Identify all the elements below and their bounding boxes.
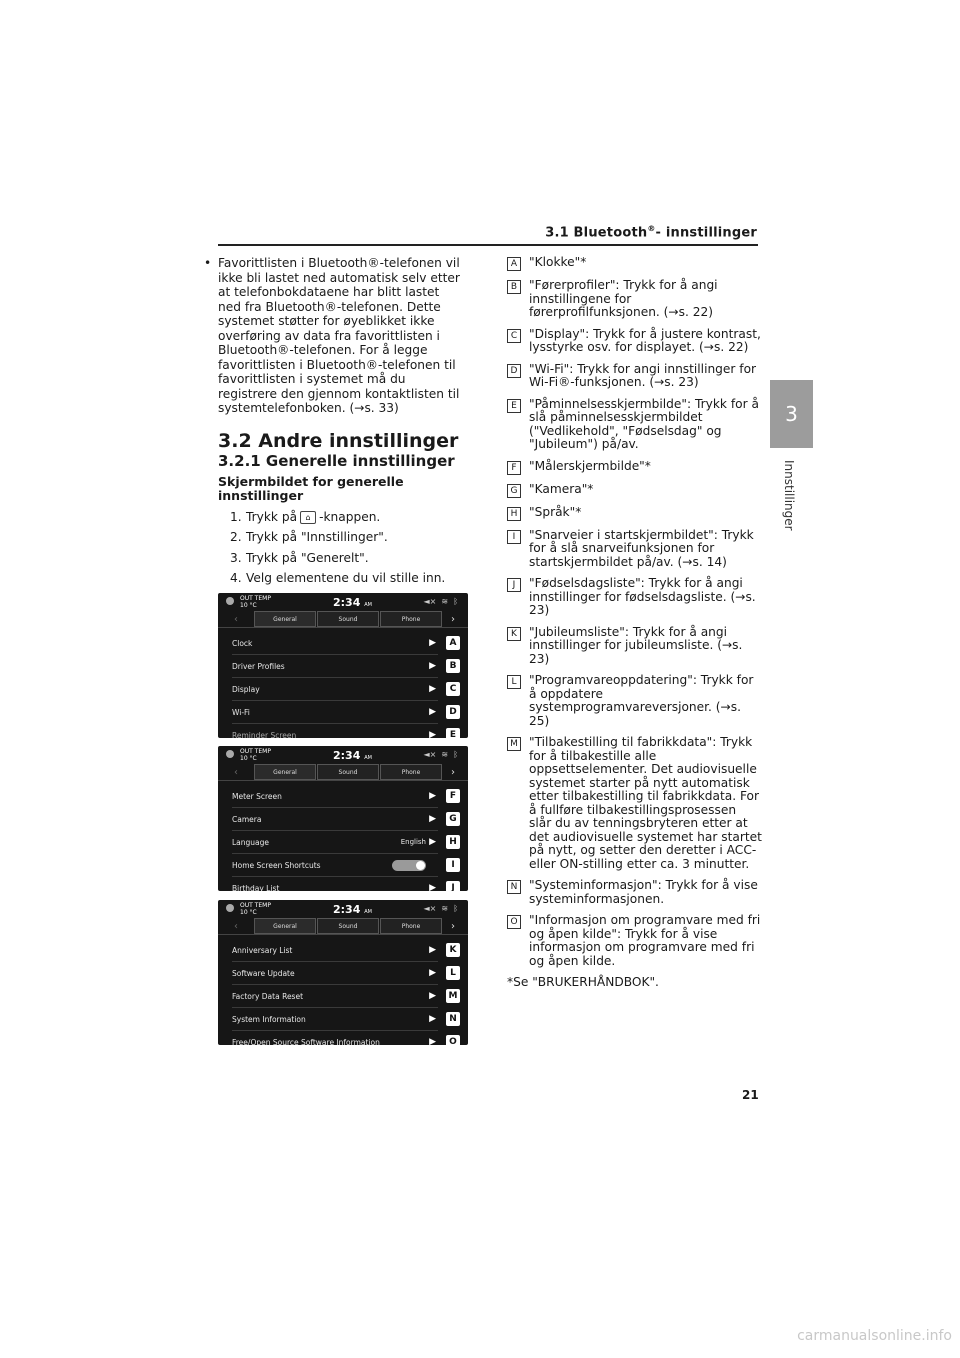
temp-value: 10 °C [240, 909, 257, 916]
settings-gear-icon [226, 597, 234, 605]
legend-key: G [507, 484, 521, 498]
callout-key: A [446, 636, 460, 650]
row-label: Anniversary List [232, 945, 293, 955]
legend-key: F [507, 461, 521, 475]
header-section: 3.1 Bluetooth [545, 225, 648, 241]
status-bar [218, 746, 468, 764]
screen-tabs [218, 764, 468, 781]
legend-key: C [507, 329, 521, 343]
toggle-switch[interactable] [392, 860, 426, 871]
callout-key: M [446, 989, 460, 1003]
chapter-tab [770, 380, 813, 448]
legend-key: B [507, 280, 521, 294]
chapter-label: Innstillinger [782, 460, 796, 531]
callout-key: G [446, 812, 460, 826]
tab-sound[interactable]: Sound [317, 764, 379, 780]
temp-label: OUT TEMP [240, 595, 271, 602]
step-text: -knappen. [319, 509, 381, 524]
bullet-dot: • [204, 256, 212, 270]
running-header [545, 224, 757, 240]
legend-item [507, 398, 762, 452]
back-arrow-icon[interactable]: ‹ [234, 920, 238, 932]
outside-temp [240, 902, 271, 916]
chevron-right-icon: ▶ [429, 1014, 436, 1024]
next-arrow-icon[interactable]: › [451, 920, 455, 932]
legend-item [507, 674, 762, 728]
legend-key: M [507, 737, 521, 751]
status-bar [218, 593, 468, 611]
clock-time: 2:34 [333, 903, 361, 916]
callout-key: K [446, 943, 460, 957]
chevron-right-icon: ▶ [429, 1037, 436, 1045]
outside-temp [240, 748, 271, 762]
outside-temp [240, 595, 271, 609]
callout-key: O [446, 1035, 460, 1045]
settings-row[interactable] [232, 831, 457, 854]
settings-row[interactable] [232, 939, 457, 962]
row-label: Reminder Screen [232, 730, 297, 738]
clock [333, 903, 372, 916]
settings-row[interactable] [232, 655, 457, 678]
settings-row[interactable] [232, 724, 457, 738]
callout-key: B [446, 659, 460, 673]
step [230, 571, 466, 586]
settings-screenshot [218, 746, 468, 891]
legend-key: H [507, 507, 521, 521]
settings-row[interactable] [232, 1008, 457, 1031]
callout-key: L [446, 966, 460, 980]
tab-sound[interactable]: Sound [317, 611, 379, 627]
chevron-right-icon: ▶ [429, 791, 436, 801]
tab-general[interactable]: General [254, 611, 316, 627]
step [230, 530, 466, 545]
bluetooth-icon: ᛒ [453, 750, 458, 759]
legend-text: "Målerskjermbilde"* [529, 458, 651, 473]
tab-phone[interactable]: Phone [380, 764, 442, 780]
clock-ampm: AM [364, 909, 372, 915]
legend-item [507, 879, 762, 906]
next-arrow-icon[interactable]: › [451, 766, 455, 778]
mute-icon: ◄× [423, 750, 437, 759]
temp-value: 10 °C [240, 755, 257, 762]
legend-key: I [507, 530, 521, 544]
header-suffix: - innstillinger [655, 225, 757, 241]
legend-item [507, 363, 762, 390]
clock-time: 2:34 [333, 749, 361, 762]
legend-text: "Jubileumsliste": Trykk for å angi innstillinger for jubileumsliste. (→s. 23) [529, 624, 743, 666]
callout-key: I [446, 858, 460, 872]
tab-general[interactable]: General [254, 918, 316, 934]
chevron-right-icon: ▶ [429, 945, 436, 955]
bullet-text: Favorittlisten i Bluetooth®-telefonen vil ikke bli lastet ned automatisk selv etter at telefonbokdataene har blitt lastet ned fra Bluetooth®-telefonen. Dette systemet støtter for øyeblikket ikke overføring av data fra favorittlisten i Bluetooth®-telefonen. For å legge favorittlisten i Bluetooth®-telefonen til favorittlisten i systemet må du registrere den gjennom kontaktlisten til systemtelefonboken. (→s. 33) [218, 256, 460, 415]
legend-item [507, 529, 762, 570]
step [230, 510, 466, 525]
legend-text: "Klokke"* [529, 255, 587, 269]
chevron-right-icon: ▶ [429, 730, 436, 738]
legend-text: "Systeminformasjon": Trykk for å vise systeminformasjonen. [529, 878, 758, 906]
settings-row[interactable] [232, 808, 457, 831]
chevron-right-icon: ▶ [429, 991, 436, 1001]
wifi-icon: ≋ [441, 750, 449, 759]
legend-item [507, 256, 762, 271]
step-number: 2. [230, 530, 242, 544]
legend-item [507, 279, 762, 320]
legend-key: J [507, 578, 521, 592]
clock [333, 596, 372, 609]
legend-key: A [507, 257, 521, 271]
settings-row[interactable] [232, 962, 456, 985]
step [230, 551, 466, 566]
legend-text: "Wi-Fi": Trykk for angi innstillinger for Wi-Fi®-funksjonen. (→s. 23) [529, 361, 757, 389]
settings-row[interactable] [232, 632, 457, 655]
mute-icon: ◄× [423, 904, 437, 913]
settings-row[interactable] [232, 678, 457, 701]
settings-row[interactable] [232, 701, 457, 724]
step-text: Velg elementene du vil stille inn. [246, 571, 446, 585]
step-number: 1. [230, 509, 242, 524]
callout-key: F [446, 789, 460, 803]
screen-tabs [218, 611, 468, 628]
settings-row[interactable] [232, 785, 457, 808]
watermark: carmanualsonline.info [797, 1328, 952, 1344]
row-label: Birthday List [232, 883, 280, 891]
temp-value: 10 °C [240, 602, 257, 609]
settings-screenshot [218, 900, 468, 1045]
row-label: Language [232, 837, 270, 847]
page-number: 21 [742, 1088, 759, 1102]
wifi-icon: ≋ [441, 904, 449, 913]
left-column [204, 256, 466, 592]
settings-row[interactable] [232, 877, 455, 891]
legend-key: O [507, 915, 521, 929]
legend-item [507, 506, 762, 521]
legend-text: "Påminnelsesskjermbilde": Trykk for å slå påminnelsesskjermbildet ("Vedlikehold", "Fødselsdag" og "Jubileum") på/av. [529, 396, 759, 451]
settings-screenshot [218, 593, 468, 738]
footnote: *Se "BRUKERHÅNDBOK". [507, 975, 659, 989]
chevron-right-icon: ▶ [429, 883, 436, 891]
status-icons [423, 904, 458, 913]
temp-label: OUT TEMP [240, 748, 271, 755]
legend-key: L [507, 675, 521, 689]
section-heading: 3.2 Andre innstillinger [218, 429, 459, 452]
step-text: Trykk på "Innstillinger". [246, 530, 388, 544]
clock-time: 2:34 [333, 596, 361, 609]
callout-key: H [446, 835, 460, 849]
wifi-icon: ≋ [441, 597, 449, 606]
row-label: Meter Screen [232, 791, 282, 801]
settings-gear-icon [226, 904, 234, 912]
chevron-right-icon: ▶ [429, 968, 436, 978]
legend-key: K [507, 627, 521, 641]
back-arrow-icon[interactable]: ‹ [234, 766, 238, 778]
legend-item [507, 914, 762, 968]
legend-text: "Fødselsdagsliste": Trykk for å angi innstillinger for fødselsdagsliste. (→s. 23) [529, 576, 756, 617]
subsection-heading: 3.2.1 Generelle innstillinger [218, 452, 455, 470]
legend-key: N [507, 880, 521, 894]
status-icons [423, 750, 458, 759]
tab-general[interactable]: General [254, 764, 316, 780]
legend-item [507, 626, 762, 667]
status-icons [423, 597, 458, 606]
bullet-note [204, 256, 466, 416]
header-rule [218, 244, 758, 246]
settings-gear-icon [226, 750, 234, 758]
legend-item [507, 577, 762, 618]
step-text: Trykk på [246, 509, 298, 524]
clock [333, 749, 372, 762]
legend-text: "Førerprofiler": Trykk for å angi innstillingene for førerprofilfunksjonen. (→s. 22) [529, 278, 718, 319]
chevron-right-icon: ▶ [429, 638, 436, 648]
row-label: Software Update [232, 968, 295, 978]
next-arrow-icon[interactable]: › [451, 613, 455, 625]
legend-text: "Snarveier i startskjermbildet": Trykk for å slå snarveifunksjonen for startskjermbildet på/av. (→s. 14) [529, 527, 754, 569]
legend-text: "Tilbakestilling til fabrikkdata": Trykk for å tilbakestille alle oppsettselementer. Det audiovisuelle systemet starter på nytt automatisk etter tilbakestilling til fabrikkdata. For å fullføre tilbakestillingsprosessen slår du av tenningsbryteren etter at det audiovisuelle systemet har startet på nytt, og setter den deretter i ACC-eller ON-stilling etter ca. 3 minutter. [529, 735, 762, 871]
chevron-right-icon: ▶ [429, 661, 436, 671]
step-number: 3. [230, 550, 242, 565]
row-label: Camera [232, 814, 262, 824]
procedure-heading: Skjermbildet for generelle innstillinger [218, 473, 404, 503]
legend-item [507, 736, 762, 871]
legend-text: "Kamera"* [529, 481, 594, 496]
legend-text: "Språk"* [529, 504, 582, 519]
screen-tabs [218, 918, 468, 935]
chevron-right-icon: ▶ [429, 814, 436, 824]
bluetooth-icon: ᛒ [453, 904, 458, 913]
status-bar [218, 900, 468, 918]
clock-ampm: AM [364, 755, 372, 761]
settings-row[interactable] [232, 1031, 457, 1045]
home-button-icon: ⌂ [300, 511, 316, 524]
chevron-right-icon: ▶ [429, 707, 436, 717]
legend-text: "Programvareoppdatering": Trykk for å oppdatere systemprogramvareversjoner. (→s. 25) [529, 673, 754, 728]
callout-key: D [446, 705, 460, 719]
header-reg: ® [647, 224, 656, 233]
legend-text: "Informasjon om programvare med fri og åpen kilde": Trykk for å vise informasjon om programvare med fri og åpen kilde. [529, 913, 761, 968]
legend-key: E [507, 399, 521, 413]
tab-sound[interactable]: Sound [317, 918, 379, 934]
callout-key: J [446, 881, 460, 891]
settings-row[interactable] [232, 854, 455, 877]
bluetooth-icon: ᛒ [453, 597, 458, 606]
legend-item [507, 483, 762, 498]
row-label: Display [232, 684, 260, 694]
callout-key: N [446, 1012, 460, 1026]
row-label: Factory Data Reset [232, 991, 304, 1001]
clock-ampm: AM [364, 602, 372, 608]
chevron-right-icon: ▶ [429, 684, 436, 694]
steps-list [204, 510, 466, 586]
legend-key: D [507, 364, 521, 378]
legend-text: "Display": Trykk for å justere kontrast, lysstyrke osv. for displayet. (→s. 22) [529, 326, 761, 354]
chevron-right-icon: ▶ [429, 837, 436, 847]
tab-phone[interactable]: Phone [380, 918, 442, 934]
tab-phone[interactable]: Phone [380, 611, 442, 627]
temp-label: OUT TEMP [240, 902, 271, 909]
back-arrow-icon[interactable]: ‹ [234, 613, 238, 625]
row-label: Free/Open Source Software Information [232, 1037, 380, 1045]
legend-item [507, 460, 762, 475]
settings-row[interactable] [232, 985, 458, 1008]
row-label: System Information [232, 1014, 306, 1024]
callout-key: C [446, 682, 460, 696]
row-value: English [400, 838, 426, 846]
step-number: 4. [230, 571, 242, 585]
step-text: Trykk på "Generelt". [246, 550, 369, 565]
row-label: Home Screen Shortcuts [232, 860, 321, 870]
chapter-number: 3 [785, 402, 798, 426]
row-label: Driver Profiles [232, 661, 285, 671]
callout-key: E [446, 728, 460, 738]
right-column [507, 256, 762, 990]
row-label: Wi-Fi [232, 707, 250, 717]
mute-icon: ◄× [423, 597, 437, 606]
legend-item [507, 328, 762, 355]
row-label: Clock [232, 638, 253, 648]
